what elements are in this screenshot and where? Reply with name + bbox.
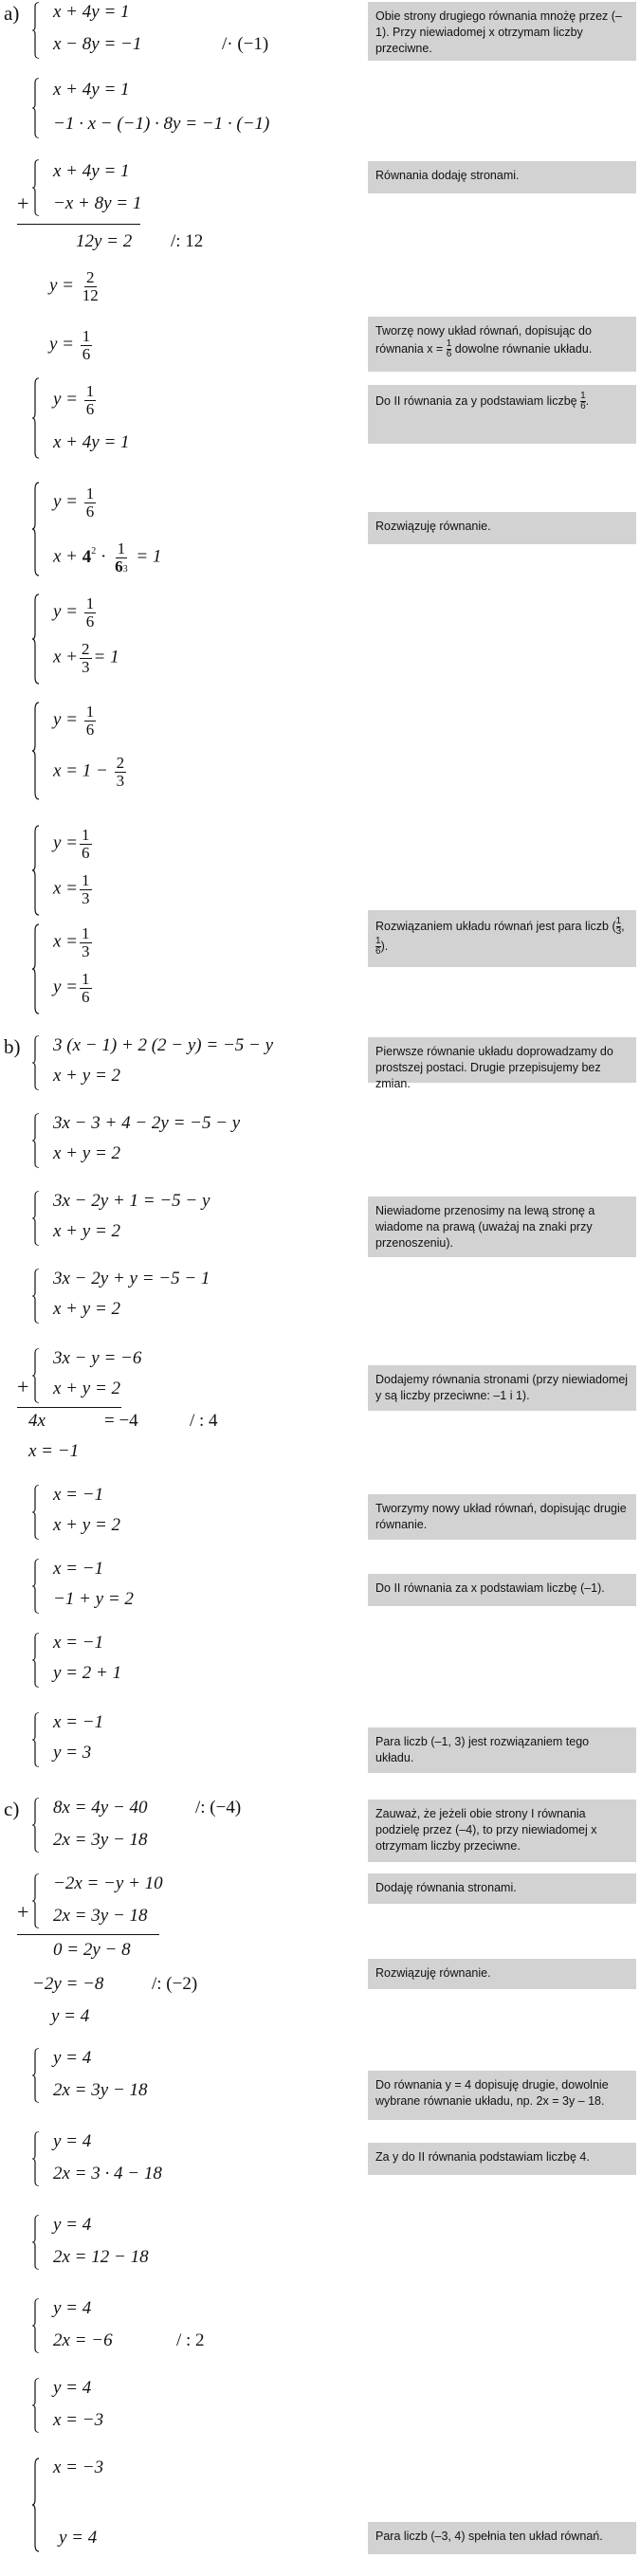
equation: y = $\frac{1}{6}$ (53, 484, 95, 521)
note-a3: Tworzę nowy układ równań, dopisując do równania x = $\frac{1}{6}$ dowolne równanie układu. (368, 317, 636, 372)
equation: 2x = 3 · 4 − 18 (53, 2164, 162, 2183)
equation: y = $\frac{1}{6}$ (53, 594, 95, 630)
note-a2: Równania dodaję stronami. (368, 161, 636, 193)
b-system-2 (32, 1113, 355, 1168)
equation: −1 + y = 2 (53, 1589, 134, 1609)
equation: y = 4 (53, 2298, 92, 2318)
equation: −1 · x − (−1) · 8y = −1 · (−1) (53, 114, 270, 134)
note-b4: Tworzymy nowy układ równań, dopisując drugie równanie. (368, 1494, 636, 1540)
equation: x = −1 (53, 1712, 104, 1732)
operation: / : 4 (190, 1411, 218, 1431)
b-system-9 (32, 1712, 355, 1767)
c-system-7 (32, 2298, 355, 2353)
brace (32, 159, 40, 216)
b-system-4 (32, 1269, 355, 1324)
b-system-1 (32, 1035, 355, 1090)
equation: 3 (x − 1) + 2 (2 − y) = −5 − y (53, 1035, 274, 1055)
equation: y = 4 (53, 2131, 92, 2151)
sum-line (17, 224, 140, 225)
equation: x + 4y = 1 (53, 161, 130, 181)
a-system-8 (32, 594, 336, 685)
equation: −2x = −y + 10 (53, 1873, 163, 1893)
part-a-label: a) (4, 2, 20, 25)
lhs: y = (49, 275, 75, 296)
equation: 2x = 12 − 18 (53, 2247, 149, 2267)
equation-rhs: = −4 (104, 1411, 138, 1431)
equation: 0 = 2y − 8 (53, 1940, 131, 1960)
plus-sign: + (17, 192, 29, 215)
equation: 2x = 3y − 18 (53, 2080, 148, 2100)
equation: x + y = 2 (53, 1379, 121, 1398)
a-system-9 (32, 702, 336, 800)
b-system-5 (32, 1348, 355, 1403)
note-b5: Do II równania za x podstawiam liczbę (–1). (368, 1574, 636, 1606)
equation: x = −1 (53, 1559, 104, 1579)
equation-y-2-12 (49, 269, 102, 304)
note-c5: Za y do II równania podstawiam liczbę 4. (368, 2143, 636, 2175)
sum-line (17, 1934, 159, 1935)
operation: / : 2 (176, 2330, 205, 2350)
c-system-6 (32, 2215, 355, 2270)
equation: y = 4 (53, 2048, 92, 2068)
b-system-8 (32, 1633, 355, 1688)
operation: /: (−4) (195, 1798, 242, 1818)
c-system-8 (32, 2378, 355, 2433)
equation: 3x − 2y + 1 = −5 − y (53, 1191, 210, 1211)
brace (32, 377, 40, 459)
equation: y = 4 (51, 2006, 90, 2026)
operation: /: 12 (171, 231, 204, 251)
a-system-7 (32, 482, 336, 576)
brace (32, 825, 40, 916)
c-system-9 (32, 2457, 355, 2552)
brace (32, 923, 40, 1014)
equation: −x + 8y = 1 (53, 193, 142, 213)
part-b-label: b) (4, 1035, 21, 1058)
a-system-11 (32, 923, 336, 1014)
equation: x = −1 (53, 1485, 104, 1505)
equation: 3x − 3 + 4 − 2y = −5 − y (53, 1113, 241, 1133)
equation: y = $\frac{1}{6}$ (53, 970, 90, 1006)
plus-sign: + (17, 1900, 29, 1924)
equation: x + y = 2 (53, 1221, 121, 1241)
operation: /· (−1) (222, 34, 269, 54)
equation: y = $\frac{1}{6}$ (53, 703, 95, 739)
equation-y-1-6 (49, 328, 94, 363)
equation: 2x = 3y − 18 (53, 1906, 148, 1926)
equation: y = $\frac{1}{6}$ (53, 826, 90, 862)
equation: 3x − 2y + y = −5 − 1 (53, 1269, 210, 1288)
equation: x = $\frac{1}{3}$ (53, 871, 90, 907)
c-system-1 (32, 1798, 355, 1853)
equation: x + $\frac{2}{3}$ = 1 (53, 640, 119, 676)
c-system-5 (32, 2131, 355, 2186)
note-c2: Dodaję równania stronami. (368, 1873, 636, 1904)
c-system-2 (32, 1873, 355, 1928)
brace (32, 78, 40, 138)
equation: y = 4 (53, 2215, 92, 2235)
note-c1: Zauważ, że jeżeli obie strony I równania podzielę przez (–4), to przy niewiadomej x otrzymam liczby przeciwne. (368, 1800, 636, 1862)
b-system-7 (32, 1559, 355, 1614)
equation: x + y = 2 (53, 1299, 121, 1319)
fraction: $\frac{1}{6}$ (82, 327, 91, 363)
a-system-3 (32, 159, 336, 216)
equation: x − 8y = −1 (53, 34, 142, 54)
brace (32, 594, 40, 685)
equation: y = 4 (53, 2378, 92, 2398)
equation: 2x = 3y − 18 (53, 1830, 148, 1850)
equation: x + y = 2 (53, 1143, 121, 1163)
equation: −2y = −8 (32, 1974, 104, 1994)
note-c6: Para liczb (–3, 4) spełnia ten układ równań. (368, 2522, 636, 2554)
equation: y = $\frac{1}{6}$ (53, 382, 95, 418)
equation: x = −3 (53, 2457, 104, 2477)
note-c4: Do równania y = 4 dopisuję drugie, dowolnie wybrane równanie układu, np. 2x = 3y – 18. (368, 2071, 636, 2120)
lhs: y = (49, 334, 75, 355)
equation: x = −1 (28, 1441, 80, 1461)
note-a6: Rozwiązaniem układu równań jest para liczb ( $\frac{1}{3}$ , $\frac{1}{6}$ ). (368, 910, 636, 967)
equation: x + 4y = 1 (53, 432, 130, 452)
operation: /: (−2) (152, 1974, 198, 1994)
note-a5: Rozwiązuję równanie. (368, 512, 636, 544)
equation: 3x − y = −6 (53, 1348, 142, 1368)
equation: x + 4y = 1 (53, 80, 130, 100)
equation: x = 1 − $\frac{2}{3}$ (53, 754, 125, 790)
note-b2: Niewiadome przenosimy na lewą stronę a wiadome na prawą (uważaj na znaki przy przenoszeniu). (368, 1197, 636, 1257)
b-system-3 (32, 1191, 355, 1246)
equation: 2x = −6 (53, 2330, 113, 2350)
equation: x = −3 (53, 2410, 104, 2430)
equation: x + 4y = 1 (53, 2, 130, 22)
equation: x + y = 2 (53, 1515, 121, 1535)
a-system-10 (32, 825, 336, 916)
note-b3: Dodajemy równania stronami (przy niewiadomej y są liczby przeciwne: –1 i 1). (368, 1365, 636, 1411)
c-system-4 (32, 2048, 355, 2103)
equation: y = 4 (59, 2528, 98, 2548)
brace (32, 2, 40, 59)
equation: 8x = 4y − 40 (53, 1798, 148, 1818)
brace (32, 482, 40, 576)
fraction: $\frac{2}{12}$ (82, 268, 99, 304)
equation: x = $\frac{1}{3}$ (53, 924, 90, 960)
equation: y = 2 + 1 (53, 1663, 122, 1683)
equation: 12y = 2 (76, 231, 133, 251)
plus-sign: + (17, 1375, 29, 1398)
equation: x = −1 (53, 1633, 104, 1653)
equation-substitution: $x + 4^2$ · $\frac{1}{63}$ = 1 (53, 539, 162, 575)
note-a1: Obie strony drugiego równania mnożę przez (–1). Przy niewiadomej x otrzymam liczby przeciwne. (368, 2, 636, 61)
note-a4: Do II równania za y podstawiam liczbę $\frac{1}{6}$ . (368, 385, 636, 444)
equation: x + y = 2 (53, 1066, 121, 1086)
a-system-6 (32, 377, 336, 459)
equation-lhs: 4x (28, 1411, 46, 1431)
a-system-2 (32, 78, 336, 138)
part-c-label: c) (4, 1798, 20, 1820)
note-c3: Rozwiązuję równanie. (368, 1959, 636, 1989)
a-system-1 (32, 2, 336, 59)
note-b1: Pierwsze równanie układu doprowadzamy do prostszej postaci. Drugie przepisujemy bez zmian. (368, 1037, 636, 1083)
equation: y = 3 (53, 1743, 92, 1763)
brace (32, 702, 40, 800)
b-system-6 (32, 1485, 355, 1540)
sum-line (17, 1407, 121, 1408)
note-b6: Para liczb (–1, 3) jest rozwiązaniem tego układu. (368, 1727, 636, 1773)
